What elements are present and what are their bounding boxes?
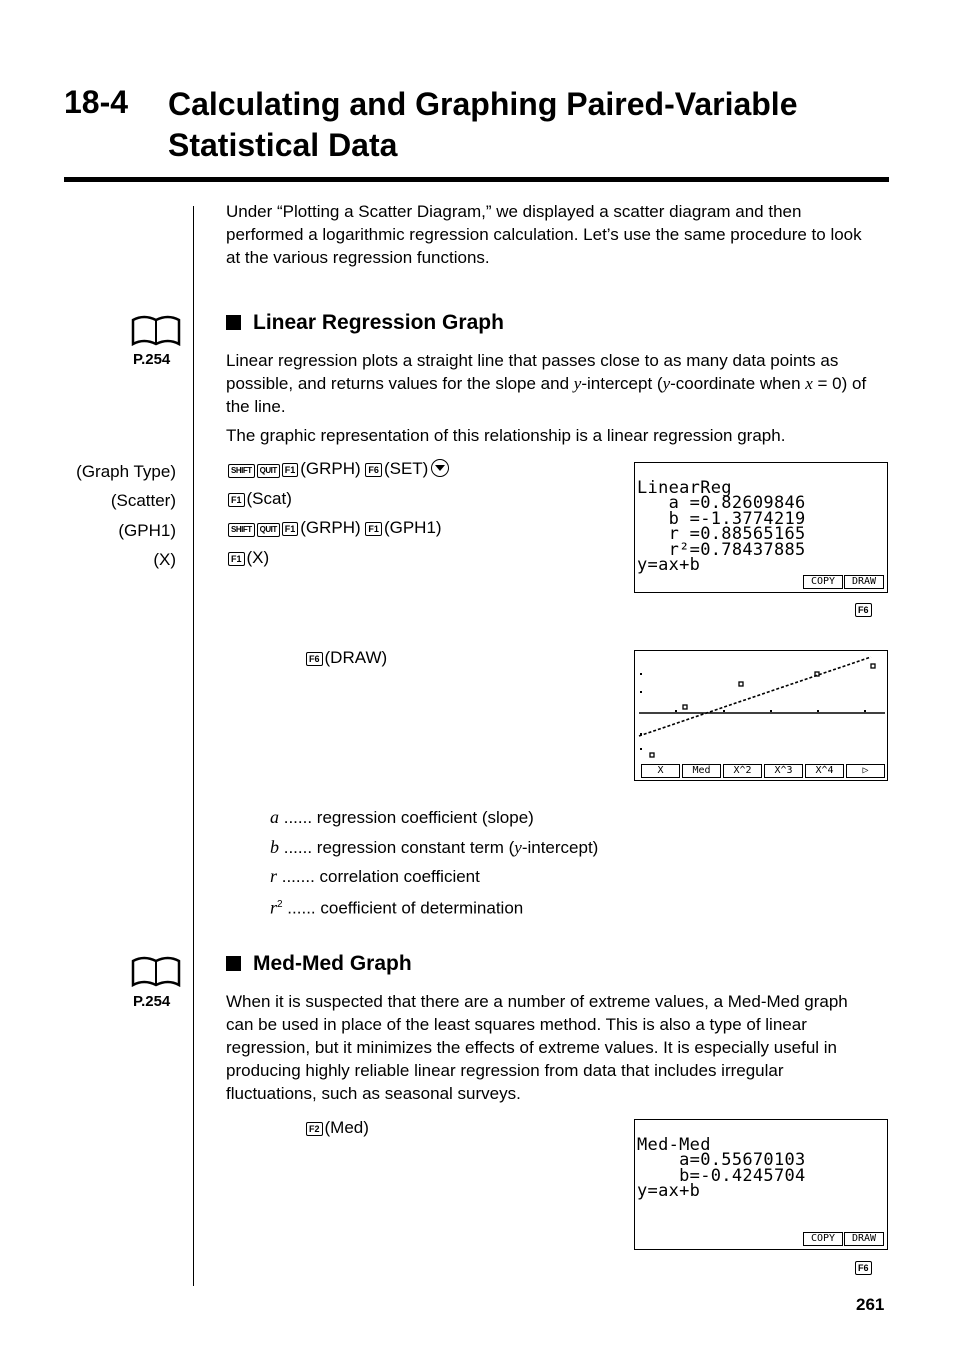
para-text: -coordinate when — [670, 374, 806, 393]
x-softkey: X — [641, 764, 680, 778]
f1-key: F1 — [228, 552, 245, 566]
book-reference-icon — [130, 955, 182, 987]
definition-r — [270, 865, 480, 888]
key-sequence-4 — [228, 543, 269, 572]
screen-line: a =0.82609846 — [637, 493, 806, 513]
key-caption: (GPH1) — [383, 518, 442, 537]
def-text: regression coefficient (slope) — [316, 808, 534, 827]
section-number: 18-4 — [64, 84, 129, 120]
key-caption: (Med) — [324, 1118, 369, 1137]
key-sequence-3 — [228, 513, 442, 542]
margin-rule — [193, 206, 194, 1286]
heading-text: Linear Regression Graph — [253, 311, 504, 334]
def-text: correlation coefficient — [319, 867, 480, 886]
shift-key: SHIFT — [228, 464, 255, 478]
def-symbol: a — [270, 807, 279, 827]
key-sequence-draw — [306, 643, 387, 672]
screen-line: a=0.55670103 — [637, 1150, 806, 1170]
heading-rule — [64, 177, 889, 182]
key-sequence-1 — [228, 454, 449, 483]
screen-line: LinearReg — [637, 477, 732, 498]
key-caption: (SET) — [383, 459, 429, 478]
x2-softkey: X^2 — [723, 764, 762, 778]
definition-a — [270, 806, 534, 829]
def-dots: ....... — [277, 867, 320, 886]
heading-square-icon — [226, 956, 241, 971]
def-symbol: r — [270, 866, 278, 886]
f6-key-label — [855, 1259, 874, 1277]
def-dots: ...... — [279, 838, 317, 857]
def-text: coefficient of determination — [320, 898, 524, 918]
copy-softkey: COPY — [803, 575, 843, 589]
key-caption: (DRAW) — [324, 648, 388, 667]
screen-line: r²=0.78437885 — [637, 539, 806, 560]
var-y: y — [573, 374, 582, 393]
key-sequence-med — [306, 1113, 369, 1142]
side-label: (Graph Type) — [76, 462, 176, 481]
calculator-screen-medmed — [634, 1119, 888, 1250]
para-text: = 0) of the line. — [226, 374, 867, 416]
copy-softkey: COPY — [803, 1232, 843, 1246]
calculator-screen-linearreg — [634, 462, 888, 593]
page-reference: P.254 — [133, 351, 171, 368]
key-caption: (Scat) — [246, 489, 292, 508]
f1-key: F1 — [282, 522, 299, 536]
screen-line: Med-Med — [637, 1134, 711, 1155]
quit-key: QUIT — [257, 523, 280, 537]
regression-graph — [635, 651, 887, 763]
f1-key: F1 — [228, 493, 245, 507]
def-symbol: r — [270, 897, 278, 918]
calculator-screen-graph — [634, 650, 888, 781]
heading-text: Med-Med Graph — [253, 952, 412, 975]
key-sequence-2 — [228, 484, 292, 513]
definition-b — [270, 836, 598, 859]
side-label: (GPH1) — [118, 521, 176, 540]
para-text: Linear regression plots a straight line that passes close to as many data points as possible, and returns values for the slope and — [226, 351, 839, 393]
def-text: regression constant term ( — [316, 838, 515, 857]
f1-key: F1 — [365, 522, 382, 536]
heading-square-icon — [226, 315, 241, 330]
def-superscript: 2 — [277, 899, 283, 910]
screen-line: r =0.88565165 — [637, 524, 806, 544]
para-text: -intercept ( — [581, 374, 663, 393]
draw-softkey: DRAW — [844, 575, 884, 589]
book-reference-icon — [130, 314, 182, 346]
side-label: (Scatter) — [110, 491, 176, 510]
f1-key: F1 — [282, 463, 299, 477]
key-caption: (X) — [246, 548, 270, 567]
med-softkey: Med — [682, 764, 721, 778]
f6-key: F6 — [855, 603, 872, 617]
shift-key: SHIFT — [228, 523, 255, 537]
def-dots: ...... — [282, 898, 321, 918]
def-dots: ...... — [279, 808, 317, 827]
side-label: (X) — [153, 550, 176, 569]
med-med-paragraph: When it is suspected that there are a number of extreme values, a Med-Med graph can be used in place of the least squares method. This is also a type of linear regression, but it minimizes the effects of extreme values. It is especially useful in producing highly reliable linear regression from data that includes irregular fluctuations, such as seasonal surveys. — [226, 992, 848, 1103]
screen-line: b=-0.4245704 — [637, 1165, 806, 1186]
linear-paragraph-2: The graphic representation of this relationship is a linear regression graph. — [226, 426, 786, 445]
x4-softkey: X^4 — [805, 764, 844, 778]
section-title: Calculating and Graphing Paired-Variable Statistical Data — [168, 86, 798, 163]
f6-key: F6 — [855, 1261, 872, 1275]
f6-key-label — [855, 601, 874, 619]
quit-key: QUIT — [257, 464, 280, 478]
def-text: -intercept) — [521, 838, 599, 857]
x3-softkey: X^3 — [764, 764, 803, 778]
f6-key: F6 — [365, 463, 382, 477]
def-symbol: b — [270, 837, 279, 857]
key-caption: (GRPH) — [300, 518, 361, 537]
screen-text — [637, 465, 806, 574]
page-number: 261 — [856, 1295, 885, 1314]
intro-paragraph: Under “Plotting a Scatter Diagram,” we displayed a scatter diagram and then performed a logarithmic regression calculation. Let’s use the same procedure to look at the various regression functions. — [226, 202, 862, 267]
screen-text — [637, 1122, 806, 1200]
f6-key: F6 — [306, 652, 323, 666]
key-caption: (GRPH) — [300, 459, 361, 478]
var-x: x — [805, 374, 813, 393]
screen-line: y=ax+b — [637, 555, 701, 575]
down-arrow-key-icon — [431, 459, 449, 477]
var-y: y — [514, 838, 522, 857]
screen-line: b =-1.3774219 — [637, 508, 806, 529]
var-y: y — [662, 374, 671, 393]
linear-regression-heading — [226, 311, 504, 335]
definition-r2 — [270, 894, 523, 920]
linear-paragraph — [226, 349, 886, 418]
next-softkey: ▷ — [846, 764, 885, 778]
screen-line: y=ax+b — [637, 1181, 701, 1201]
draw-softkey: DRAW — [844, 1232, 884, 1246]
page-reference: P.254 — [133, 993, 171, 1010]
med-med-heading — [226, 952, 412, 976]
f2-key: F2 — [306, 1122, 323, 1136]
